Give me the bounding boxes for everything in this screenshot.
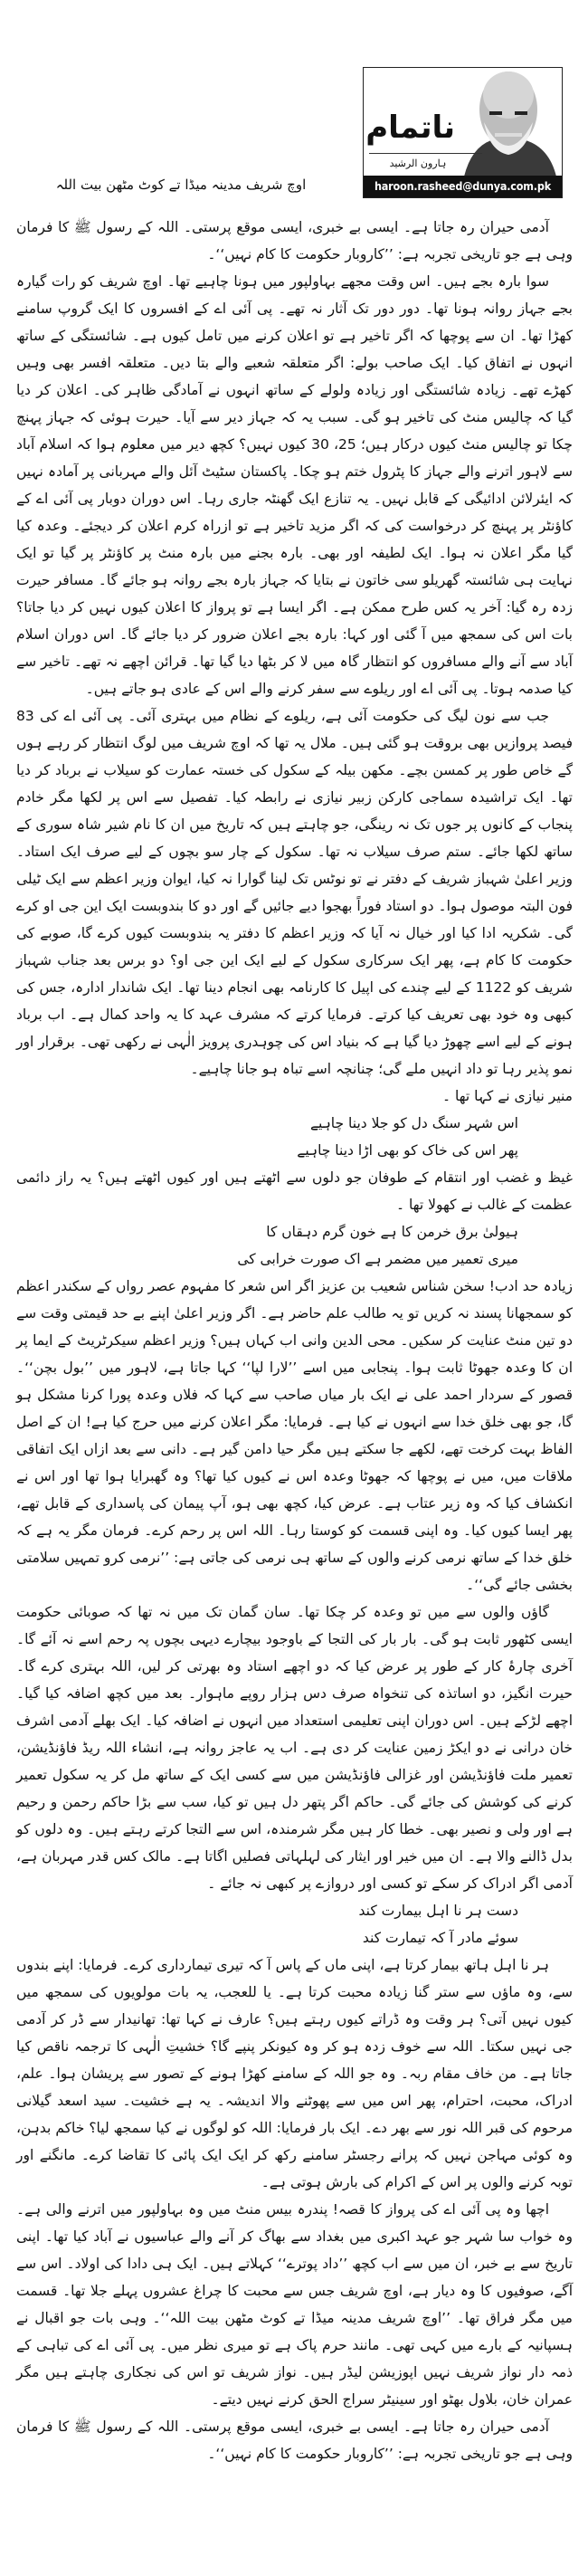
verse-line: سوئے مادر آ کہ تیمارت کند [362, 1930, 518, 1946]
column-masthead [363, 67, 563, 198]
article-paragraph: غیظ و غضب اور انتقام کے طوفان جو دلوں سے اٹھتے ہیں اور کیوں اٹھتے ہیں؟ یہ راز دائمی عظمت کے غالب نے کھولا تھا ۔ [16, 1169, 573, 1213]
article-paragraph: آدمی حیران رہ جاتا ہے۔ ایسی بے خبری، ایسی موقع پرستی۔ اللہ کے رسول ﷺ کا فرمان وہی ہے جو تاریخی تجربہ ہے: ’’کاروبار حکومت کا کام نہیں‘‘۔ [16, 219, 573, 262]
article-paragraph: منیر نیازی نے کہا تھا ۔ [441, 1088, 573, 1104]
article-paragraph: آدمی حیران رہ جاتا ہے۔ ایسی بے خبری، ایسی موقع پرستی۔ اللہ کے رسول ﷺ کا فرمان وہی ہے جو تاریخی تجربہ ہے: ’’کاروبار حکومت کا کام نہیں‘‘۔ [16, 2419, 573, 2462]
masthead-divider [369, 153, 482, 154]
article-title: اوچ شریف مدینہ میڈا تے کوٹ مٹھن بیت اللہ [55, 177, 307, 193]
verse-line: ہیولیٰ برق خرمن کا ہے خون گرم دہقاں کا [266, 1224, 518, 1240]
verse-line: اس شہر سنگ دل کو جلا دینا چاہیے [309, 1115, 518, 1131]
verse-line: دست ہر نا اہل بیمارت کند [358, 1903, 518, 1919]
article-paragraph: اچھا وہ پی آئی اے کی پرواز کا قصہ! پندرہ بیس منٹ میں وہ بہاولپور میں اترنے والی ہے۔ وہ خواب سا شہر جو عہد اکبری میں بغداد سے بھاگ کر آنے والے عباسیوں نے آباد کیا تھا۔ اپنی تاریخ سے بے خبر، ان میں سے اب کچھ ’’داد پوترے‘‘ کہلاتے ہیں۔ ایک ہی دادا کی اولاد۔ اس سے آگے، صوفیوں کا وہ دیار ہے، اوچ شریف جس سے محبت کا چراغ عشروں پہلے جلا تھا۔ قسمت میں مگر فراق تھا۔ ’’اوچ شریف مدینہ میڈا تے کوٹ مٹھن بیت اللہ‘‘۔ وہی بات جو اقبال نے ہسپانیہ کے بارے میں کہی تھی۔ مانند حرم پاک ہے تو میری نظر میں۔ پی آئی اے کی تباہی کے ذمہ دار نواز شریف نہیں اپوزیشن لیڈر ہیں۔ نواز شریف تو اس کی نجکاری چاہتے ہیں مگر عمران خان، بلاول بھٹو اور سینیٹر سراج الحق کرنے نہیں دیتے۔ [16, 2201, 573, 2408]
article-paragraph: جب سے نون لیگ کی حکومت آئی ہے، ریلوے کے نظام میں بہتری آئی۔ پی آئی اے کی 83 فیصد پروازیں بھی بروقت ہو گئی ہیں۔ ملال یہ تھا کہ اوچ شریف میں لوگ انتظار کر رہے ہوں گے خاص طور پر کمسن بچے۔ مکھن بیلہ کے سکول کی خستہ عمارت کو سیلاب نے برباد کر دیا تھا۔ ایک تراشیدہ سماجی کارکن زبیر نیازی نے رابطہ کیا۔ تفصیل سے اس پر لکھا مگر خادم پنجاب کے کانوں پر جوں تک نہ رینگی، جو چاہتے ہیں کہ تاریخ میں ان کا نام شیر شاہ سوری کے ساتھ لکھا جائے۔ ستم صرف سیلاب نہ تھا۔ سکول کے چار سو بچوں کے لیے صرف ایک استاد۔ وزیر اعلیٰ شہباز شریف کے دفتر نے تو نوٹس تک لینا گوارا نہ کیا، ایوان وزیر اعظم سے ایک ٹیلی فون البتہ موصول ہوا۔ دو استاد فوراً بھجوا دیے جائیں گے اور دو کا بندوبست ایک این جی او کرے گی۔ شکریہ ادا کیا اور خیال نہ آیا کہ وزیر اعظم کا دفتر یہ بندوبست کیوں کرے گا، صوبے کی حکومت کا کام ہے، پھر ایک سرکاری سکول کے لیے ایک این جی او؟ دو برس بعد جناب شہباز شریف کو 1122 کے لیے چندے کی اپیل کا کارنامہ بھی انجام دینا تھا۔ ایک شاندار ادارہ، جس کی کبھی وہ خود بھی تعریف کیا کرتے۔ فرمایا کرتے کہ مشرف عہد کا یہ واحد کمال ہے۔ اب برباد ہونے کے لیے اسے چھوڑ دیا گیا ہے کہ بنیاد اس کی چوہدری پرویز الٰہی نے رکھی تھی۔ برقرار اور نمو پذیر رہا تو داد انہیں ملے گی؛ چنانچہ اسے تباہ ہو جانا چاہیے۔ [16, 708, 573, 1077]
author-name: ہارون الرشید [389, 157, 447, 169]
article-paragraph: زیادہ حد ادب! سخن شناس شعیب بن عزیز اگر اس شعر کا مفہوم عصر رواں کے سکندر اعظم کو سمجھانا پسند نہ کریں تو یہ طالب علم حاضر ہے۔ اگر وزیر اعلیٰ اپنے بے حد قیمتی وقت سے دو تین منٹ عنایت کر سکیں۔ محی الدین وانی اب کہاں ہیں؟ وزیر اعظم سیکرٹریٹ کے ایما پر ان کا وعدہ جھوٹا ثابت ہوا۔ پنجابی میں اسے ’’لارا لپا‘‘ کہا جاتا ہے، لاہور میں ’’بول بچن‘‘۔ قصور کے سردار احمد علی نے ایک بار میاں صاحب سے کہا کہ فلاں وعدہ پورا کرنا مشکل ہو گا، جو بھی خلق خدا سے انہوں نے کیا ہے۔ فرمایا: مگر اعلان کرنے میں حرج کیا ہے! ان کے اصل الفاظ بہت کرخت تھے، لکھے جا سکتے ہیں مگر حیا دامن گیر ہے۔ دانی سے بعد ازاں ایک اتفاقی ملاقات میں، میں نے پوچھا کہ جھوٹا وعدہ اس نے کیوں کیا تھا؟ وہ گھبرایا ہوا تھا اور اس نے انکشاف کیا کہ وہ زیر عتاب ہے۔ عرض کیا، کچھ بھی ہو، آپ پیمان کی پاسداری کے قابل تھے، پھر ایسا کیوں کیا۔ وہ اپنی قسمت کو کوستا رہا۔ اللہ اس پر رحم کرے۔ فرمان مگر یہ ہے کہ خلق خدا کے ساتھ نرمی کرنے والوں کے ساتھ ہی نرمی کی جاتی ہے: ’’نرمی کرو تمہیں سلامتی بخشی جائے گی‘‘۔ [16, 1278, 573, 1593]
author-portrait-icon [455, 68, 562, 177]
column-name: ناتمام [365, 110, 455, 146]
author-email[interactable]: haroon.rasheed@dunya.com.pk [364, 176, 562, 197]
verse-line: پھر اس کی خاک کو بھی اڑا دینا چاہیے [297, 1142, 518, 1159]
article-paragraph: گاؤں والوں سے میں تو وعدہ کر چکا تھا۔ سان گمان تک میں نہ تھا کہ صوبائی حکومت ایسی کٹھور ثابت ہو گی۔ بار بار کی التجا کے باوجود بیچارے دیہی بچوں پہ رحم اسے نہ آئے گا۔ آخری چارۂ کار کے طور پر عرض کیا کہ دو اچھے استاد وہ بھرتی کر لیں، اللہ بہتری کرے گا۔ حیرت انگیز، دو اساتذہ کی تنخواہ صرف دس ہزار روپے ماہوار۔ بعد میں کچھ اضافہ کیا گیا۔ اچھے لڑکے ہیں۔ اس دوران اپنی تعلیمی استعداد میں انہوں نے اضافہ کیا۔ ایک بھلے آدمی اشرف خان درانی نے دو ایکڑ زمین عنایت کر دی ہے۔ اب یہ عاجز روانہ ہے، انشاء اللہ ریڈ فاؤنڈیشن، تعمیر ملت فاؤنڈیشن اور غزالی فاؤنڈیشن میں سے کسی ایک کے ساتھ مل کر یہ سکول تعمیر کرنے کی کوشش کی جائے گی۔ حاکم اگر پتھر دل ہیں تو کیا، سب سے بڑا حاکم رحمن و رحیم ہے اور ولی و نصیر بھی۔ خطا کار ہیں مگر شرمندہ، اس سے التجا کرتے رہتے ہیں۔ وہ دلوں کو بدل ڈالنے والا ہے۔ ان میں خیر اور ایثار کی لہلہاتی فصلیں اگاتا ہے۔ مالک کس قدر مہربان ہے، آدمی اگر ادراک کر سکے تو کسی اور دروازے پر کبھی نہ جائے ۔ [16, 1604, 573, 1892]
article-paragraph: ہر نا اہل ہاتھ بیمار کرتا ہے، اپنی ماں کے پاس آ کہ تیری تیمارداری کرے۔ فرمایا: اپنے بندوں سے، وہ ماؤں سے ستر گنا زیادہ محبت کرتا ہے۔ یا للعجب، یہ بات مولویوں کی سمجھ میں کیوں نہیں آتی؟ ہر وقت وہ ڈراتے کیوں رہتے ہیں؟ عارف نے کہا تھا: تھانیدار سے ڈر کر آدمی جی نہیں سکتا۔ اللہ سے خوف زدہ ہو کر وہ کیونکر پنپے گا؟ خشیتِ الٰہی کا ترجمہ ناقص کیا جاتا ہے۔ من خاف مقام ربہ۔ وہ جو اللہ کے سامنے کھڑا ہونے کے تصور سے پریشان ہوا۔ علم، ادراک، محبت، احترام، پھر اس میں سے پھوٹنے والا اندیشہ۔ یہ ہے خشیت۔ سید اسعد گیلانی مرحوم کی قبر اللہ نور سے بھر دے۔ ایک بار فرمایا: اللہ کو لوگوں نے کیا سمجھ لیا؟ خاکم بدہن، وہ کوئی مہاجن نہیں کہ پرانے رجسٹر سامنے رکھ کر ایک ایک پائی کا تقاضا کرے۔ مانگنے اور توبہ کرنے والوں پر اس کے اکرام کی بارش ہوتی ہے۔ [16, 1957, 573, 2190]
verse-line: میری تعمیر میں مضمر ہے اک صورت خرابی کی [237, 1251, 518, 1267]
article-body [16, 214, 573, 2467]
article-paragraph: سوا بارہ بجے ہیں۔ اس وقت مجھے بہاولپور میں ہونا چاہیے تھا۔ اوچ شریف کو رات گیارہ بجے جہاز روانہ ہونا تھا۔ دور دور تک آثار نہ تھے۔ پی آئی اے کے افسروں کا ایک گروپ سامنے کھڑا تھا۔ ان سے پوچھا کہ اگر تاخیر ہے تو اعلان کرنے میں تامل کیوں ہے۔ شائستگی کے ساتھ انہوں نے اتفاق کیا۔ ایک صاحب بولے: اگر متعلقہ شعبے والے بتا دیں۔ متعلقہ افسر بھی وہیں کھڑے تھے۔ زیادہ شائستگی اور زیادہ ولولے کے ساتھ انہوں نے آمادگی ظاہر کی۔ اعلان کر دیا گیا کہ چالیس منٹ کی تاخیر ہو گی۔ سبب یہ کہ جہاز دیر سے آیا۔ حیرت ہوئی کہ جہاز پہنچ چکا تو چالیس منٹ کیوں درکار ہیں؛ 25، 30 کیوں نہیں؟ کچھ دیر میں معلوم ہوا کہ اسلام آباد سے لاہور اترنے والے جہاز کا پٹرول ختم ہو چکا۔ پاکستان سٹیٹ آئل والے مہربانی پر آمادہ نہیں کہ ایئرلائن ادائیگی کے قابل نہیں۔ یہ تنازع ایک گھنٹہ جاری رہا۔ اس دوران دوبار پی آئی اے کے کاؤنٹر پر پہنچ کر درخواست کی کہ اگر مزید تاخیر ہے تو ازراہ کرم اعلان کر دیجئے۔ وعدہ کیا گیا مگر اعلان نہ ہوا۔ ایک لطیفہ اور بھی۔ بارہ بجنے میں بارہ منٹ پر کاؤنٹر پر گیا تو ایک نہایت ہی شائستہ گھریلو سی خاتون نے بتایا کہ جہاز بارہ بجے روانہ ہو جائے گا۔ مسافر حیرت زدہ رہ گیا: آخر یہ کس طرح ممکن ہے۔ اگر ایسا ہے تو پرواز کا اعلان کیوں نہیں کر دیا جاتا؟ بات اس کی سمجھ میں آ گئی اور کہا: بارہ بجے اعلان ضرور کر دیا جائے گا۔ اس دوران اسلام آباد سے آنے والے مسافروں کو انتظار گاہ میں لا کر بٹھا دیا گیا تھا۔ قرائن اچھے نہ تھے۔ تاخیر سے کیا صدمہ ہوتا۔ پی آئی اے اور ریلوے سے سفر کرنے والے اس کے عادی ہو جاتے ہیں۔ [16, 273, 573, 697]
